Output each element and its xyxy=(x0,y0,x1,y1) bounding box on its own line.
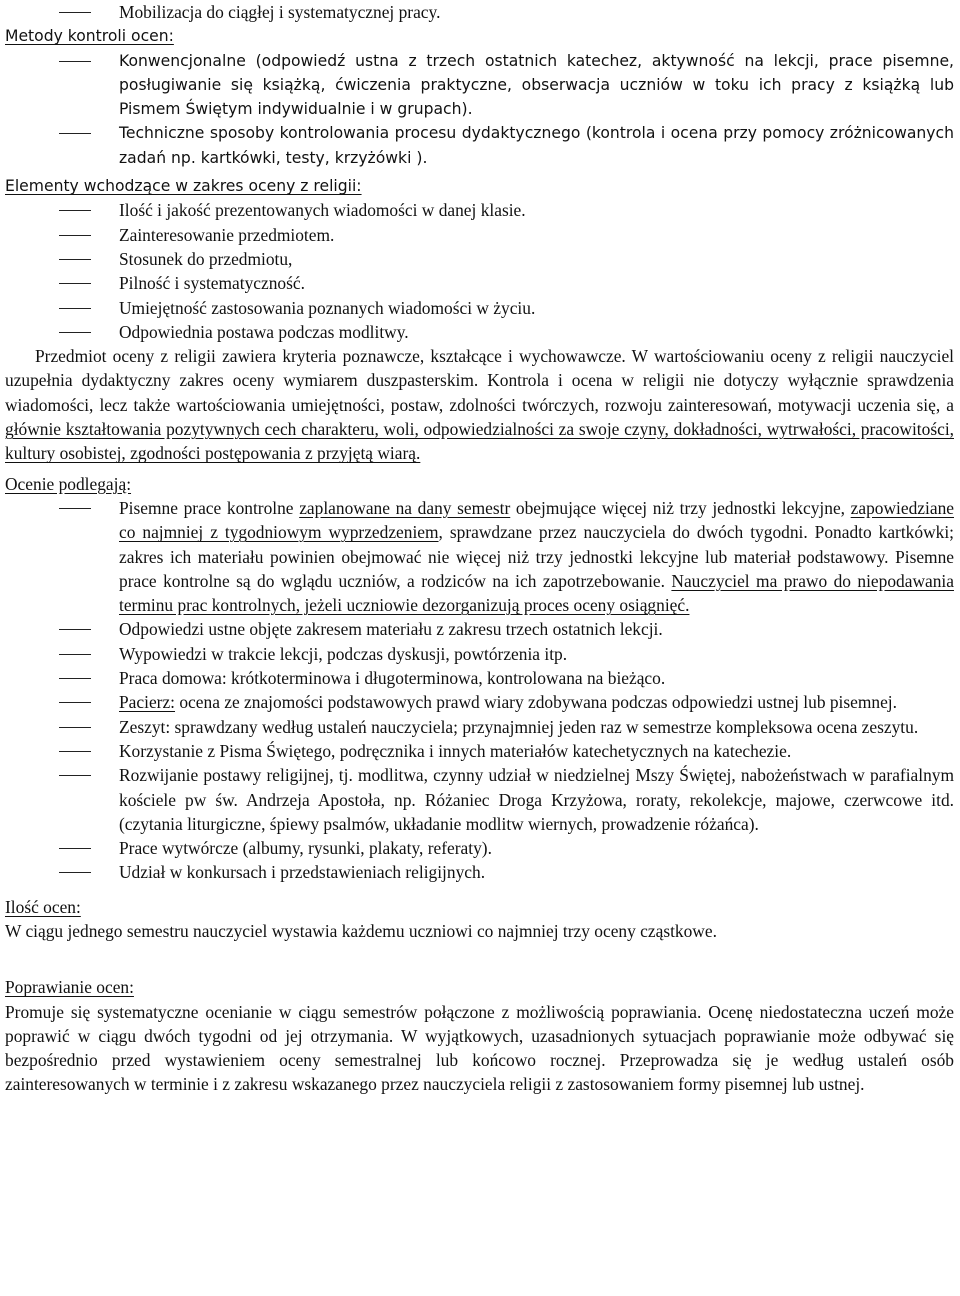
list-item-text: Wypowiedzi w trakcie lekcji, podczas dyskusji, powtórzenia itp. xyxy=(119,643,568,664)
list-item-text: Pisemne prace kontrolne xyxy=(119,497,300,518)
list-item xyxy=(5,121,954,170)
criteria-paragraph-underlined: głównie kształtowania pozytywnych cech charakteru, woli, odpowiedzialności za swoje czyny, dokładności, wytrwałości, pracowitości, kultury osobistej, zgodności postępowania z przyjętą wiarą. xyxy=(5,419,954,464)
dash-bullet xyxy=(59,283,91,284)
list-item-text: Zainteresowanie przedmiotem. xyxy=(119,224,335,245)
list-item-text: Korzystanie z Pisma Świętego, podręcznika i innych materiałów katechetycznych na katechezie. xyxy=(119,740,792,761)
list-item-text: Stosunek do przedmiotu, xyxy=(119,248,293,269)
list-item-text: Odpowiednia postawa podczas modlitwy. xyxy=(119,321,409,342)
list-item-text: ocena ze znajomości podstawowych prawd wiary zdobywana podczas odpowiedzi ustnej lub pisemnej. xyxy=(175,692,897,713)
list-item-text: Rozwijanie postawy religijnej, tj. modlitwa, czynny udział w niedzielnej Mszy Świętej, nabożeństwach w parafialnym kościele pw św. Andrzeja Apostoła, np. Różaniec Droga Krzyżowa, roraty, rekolekcje, majowe, czerwcowe itd. (czytania liturgiczne, śpiewy psalmów, układanie modlitw wiernych, prowadzenie różańca). xyxy=(119,765,954,834)
list-item xyxy=(5,198,954,222)
dash-bullet xyxy=(59,210,91,211)
list-item xyxy=(5,617,954,641)
dash-bullet xyxy=(59,61,91,62)
list-item xyxy=(5,296,954,320)
list-item xyxy=(5,496,954,617)
list-item xyxy=(5,690,954,714)
ilosc-paragraph: W ciągu jednego semestru nauczyciel wystawia każdemu uczniowi co najmniej trzy oceny cząstkowe. xyxy=(5,920,717,941)
list-item xyxy=(5,763,954,836)
dash-bullet xyxy=(59,133,91,134)
list-item-text: , sprawdzane przez nauczyciela do dwóch tygodni. Ponadto kartkówki; zakres ich materiału powinien obejmować nie więcej niż trzy jednostki lekcyjne lub materiał podstawowy. Pisemne prace kontrolne są do wglądu uczniów, a rodziców na ich zapotrzebowanie. xyxy=(119,522,954,591)
dash-bullet xyxy=(59,727,91,728)
underlined-text: zapowiedziane co najmniej z tygodniowym wyprzedzeniem xyxy=(119,497,954,543)
list-item xyxy=(5,271,954,295)
underlined-text: Nauczyciel ma prawo do niepodawania terminu prac kontrolnych, jeżeli uczniowie dezorganizują proces oceny osiągnięć. xyxy=(119,570,954,616)
list-item-text: Zeszyt: sprawdzany według ustaleń nauczyciela; przynajmniej jeden raz w semestrze kompleksowa ocena zeszytu. xyxy=(119,716,919,737)
dash-bullet xyxy=(59,235,91,236)
list-item-text: Pilność i systematyczność. xyxy=(119,273,305,294)
dash-bullet xyxy=(59,12,91,13)
dash-bullet xyxy=(59,775,91,776)
poprawianie-paragraph: Promuje się systematyczne ocenianie w ciągu semestrów połączone z możliwością poprawiania. Ocenę niedostateczna uczeń może poprawić w ciągu dwóch tygodni od jej otrzymania. W wyjątkowych, uzasadnionych sytuacjach poprawianie może odbywać się bezpośrednio przed wystawieniem oceny semestralnej lub końcowo rocznej. Przeprowadza się je według ustaleń osób zainteresowanych w terminie i z zakresu wskazanego przez nauczyciela religii z zastosowaniem formy pisemnej lub ustnej. xyxy=(5,1001,954,1095)
list-item xyxy=(5,0,954,24)
list-item-text: Umiejętność zastosowania poznanych wiadomości w życiu. xyxy=(119,297,536,318)
list-item xyxy=(5,223,954,247)
dash-bullet xyxy=(59,702,91,703)
dash-bullet xyxy=(59,308,91,309)
dash-bullet xyxy=(59,332,91,333)
criteria-paragraph xyxy=(5,344,954,465)
list-item-text: Udział w konkursach i przedstawieniach religijnych. xyxy=(119,862,486,883)
underlined-text: Pacierz: xyxy=(119,692,176,713)
dash-bullet xyxy=(59,678,91,679)
list-item-text: Konwencjonalne (odpowiedź ustna z trzech ostatnich katechez, aktywność na lekcji, prace pisemne, posługiwanie się książką, ćwiczenia praktyczne, obserwacja uczniów w toku ich pracy z książką lub Pismem Świętym indywidualnie i w grupach). xyxy=(119,51,954,119)
list-item xyxy=(5,715,954,739)
list-item-text: obejmujące więcej niż trzy jednostki lekcyjne, xyxy=(510,497,851,518)
section-heading-poprawianie: Poprawianie ocen: xyxy=(5,977,134,998)
spacer xyxy=(5,943,954,967)
dash-bullet xyxy=(59,848,91,849)
list-item xyxy=(5,49,954,122)
section-heading-elementy: Elementy wchodzące w zakres oceny z religii: xyxy=(5,177,362,196)
list-item-text: Prace wytwórcze (albumy, rysunki, plakaty, referaty). xyxy=(119,838,492,859)
list-item xyxy=(5,860,954,884)
list-item xyxy=(5,739,954,763)
list-item xyxy=(5,320,954,344)
dash-bullet xyxy=(59,259,91,260)
document-page xyxy=(5,0,954,1097)
list-item-text: Ilość i jakość prezentowanych wiadomości w danej klasie. xyxy=(119,200,526,221)
section-heading-ilosc: Ilość ocen: xyxy=(5,896,81,917)
dash-bullet xyxy=(59,872,91,873)
dash-bullet xyxy=(59,751,91,752)
dash-bullet xyxy=(59,508,91,509)
list-item xyxy=(5,642,954,666)
dash-bullet xyxy=(59,654,91,655)
criteria-paragraph-text: Przedmiot oceny z religii zawiera kryteria poznawcze, kształcące i wychowawcze. W wartościowaniu oceny z religii nauczyciel uzupełnia dydaktyczny zakres oceny wymiarem duszpasterskim. Kontrola i ocena w religii nie dotyczy wyłącznie sprawdzenia wiadomości, lecz także wartościowania umiejętności, postaw, zdolności twórczych, rozwoju zainteresowań, motywacji uczenia się, a xyxy=(5,346,954,415)
list-item xyxy=(5,247,954,271)
dash-bullet xyxy=(59,629,91,630)
section-heading-metody: Metody kontroli ocen: xyxy=(5,27,174,46)
list-item xyxy=(5,666,954,690)
underlined-text: zaplanowane na dany semestr xyxy=(299,497,511,518)
list-item-text: Praca domowa: krótkoterminowa i długoterminowa, kontrolowana na bieżąco. xyxy=(119,668,666,689)
list-item-text: Mobilizacja do ciągłej i systematycznej pracy. xyxy=(119,2,441,22)
section-heading-ocenie: Ocenie podlegają: xyxy=(5,473,132,494)
list-item xyxy=(5,836,954,860)
list-item-text: Odpowiedzi ustne objęte zakresem materiału z zakresu trzech ostatnich lekcji. xyxy=(119,619,663,640)
list-item-text: Techniczne sposoby kontrolowania procesu dydaktycznego (kontrola i ocena przy pomocy zróżnicowanych zadań np. kartkówki, testy, krzyżówki ). xyxy=(119,124,954,167)
